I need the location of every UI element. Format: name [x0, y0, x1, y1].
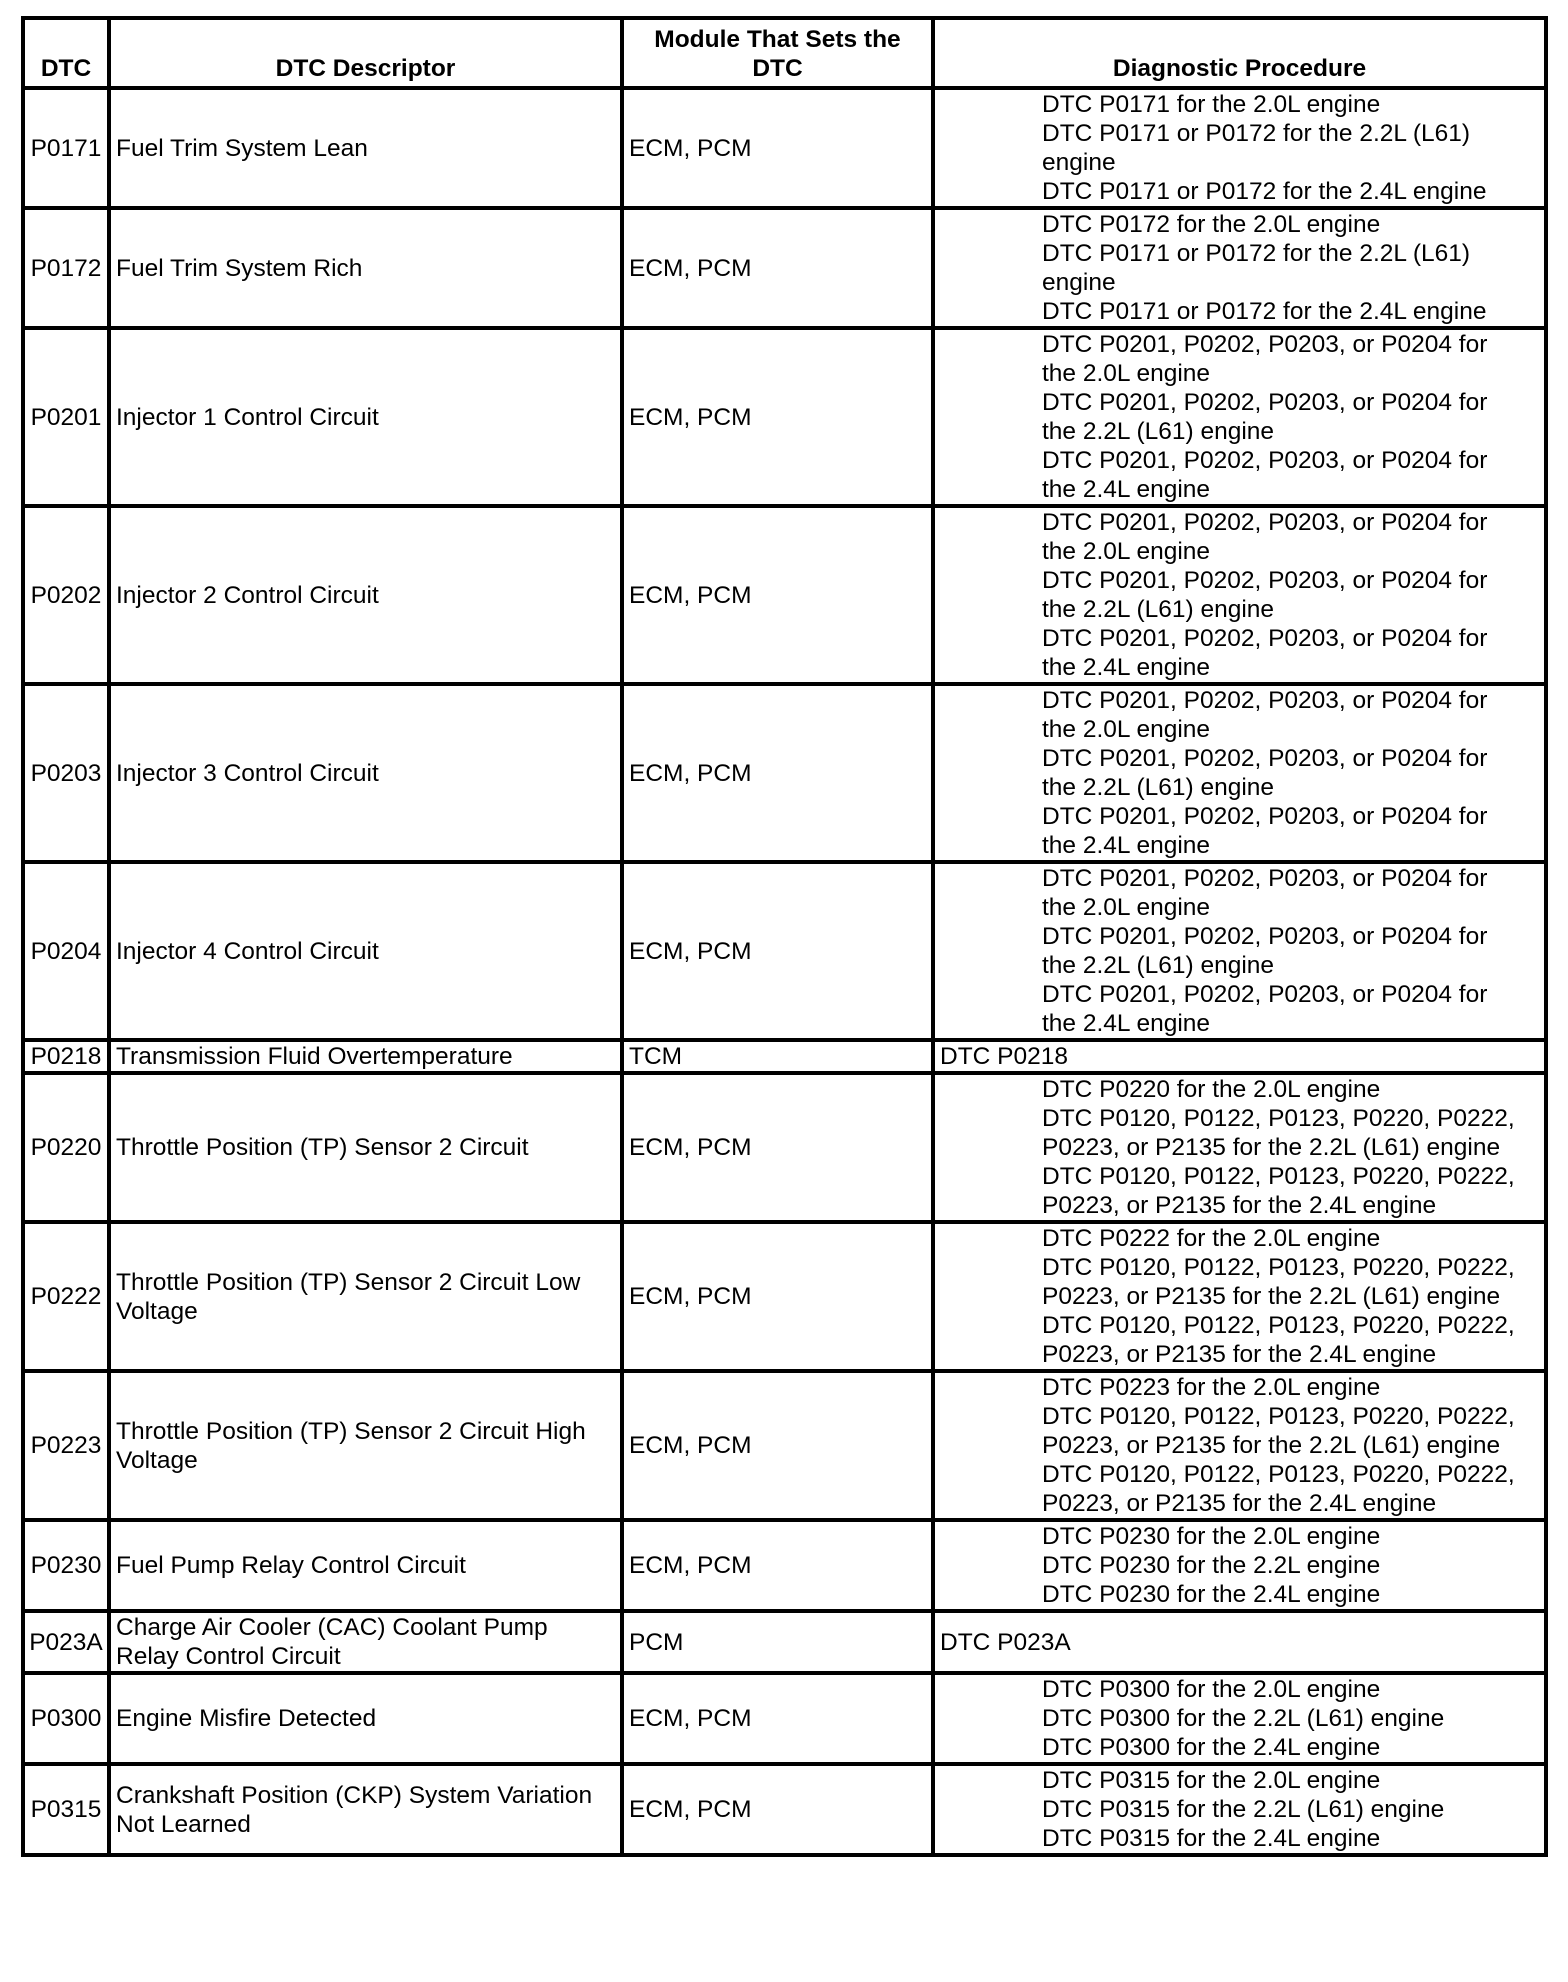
- header-dtc: DTC: [23, 18, 109, 88]
- procedure-line: the 2.2L (L61) engine: [1042, 418, 1275, 445]
- procedure-line: the 2.2L (L61) engine: [1042, 952, 1275, 979]
- procedure-line: DTC P0201, P0202, P0203, or P0204 for: [1042, 865, 1488, 892]
- dtc-code-cell: P0315: [23, 1764, 109, 1855]
- table-row: [23, 1520, 1546, 1611]
- procedure-line: DTC P0201, P0202, P0203, or P0204 for: [1042, 687, 1488, 714]
- procedure-line: DTC P0315 for the 2.0L engine: [1042, 1767, 1381, 1794]
- dtc-code-cell: P0203: [23, 684, 109, 862]
- procedure-line: DTC P0120, P0122, P0123, P0220, P0222,: [1042, 1461, 1515, 1488]
- diagnostic-procedure-cell: [933, 684, 1546, 862]
- procedure-line: engine: [1042, 269, 1116, 296]
- dtc-code-cell: P0171: [23, 88, 109, 208]
- procedure-line: the 2.0L engine: [1042, 538, 1211, 565]
- dtc-descriptor-cell: Injector 2 Control Circuit: [109, 506, 622, 684]
- procedure-line: the 2.4L engine: [1042, 476, 1211, 503]
- procedure-line: DTC P0172 for the 2.0L engine: [1042, 211, 1381, 238]
- diagnostic-procedure-cell: [933, 506, 1546, 684]
- procedure-line: the 2.4L engine: [1042, 1010, 1211, 1037]
- procedure-line: DTC P0171 or P0172 for the 2.2L (L61): [1042, 240, 1471, 267]
- dtc-descriptor-cell: Injector 3 Control Circuit: [109, 684, 622, 862]
- dtc-descriptor-cell: Charge Air Cooler (CAC) Coolant Pump Relay Control Circuit: [109, 1611, 622, 1673]
- diagnostic-procedure-cell: [933, 862, 1546, 1040]
- procedure-line: DTC P0201, P0202, P0203, or P0204 for: [1042, 981, 1488, 1008]
- procedure-lines: [1042, 1224, 1539, 1369]
- procedure-lines: [1042, 1766, 1539, 1853]
- procedure-lines: [1042, 1373, 1539, 1518]
- dtc-descriptor-cell: Crankshaft Position (CKP) System Variation Not Learned: [109, 1764, 622, 1855]
- procedure-line: the 2.4L engine: [1042, 832, 1211, 859]
- dtc-descriptor-cell: Fuel Pump Relay Control Circuit: [109, 1520, 622, 1611]
- dtc-code-cell: P0201: [23, 328, 109, 506]
- diagnostic-procedure-cell: [933, 1371, 1546, 1520]
- procedure-line: the 2.0L engine: [1042, 360, 1211, 387]
- procedure-line: P0223, or P2135 for the 2.2L (L61) engine: [1042, 1134, 1501, 1161]
- procedure-lines: [1042, 508, 1539, 682]
- dtc-descriptor-cell: Transmission Fluid Overtemperature: [109, 1040, 622, 1073]
- procedure-line: the 2.0L engine: [1042, 716, 1211, 743]
- procedure-lines: [1042, 90, 1539, 206]
- dtc-code-cell: P0222: [23, 1222, 109, 1371]
- procedure-line: DTC P0120, P0122, P0123, P0220, P0222,: [1042, 1403, 1515, 1430]
- dtc-code-cell: P0220: [23, 1073, 109, 1222]
- procedure-line: DTC P0201, P0202, P0203, or P0204 for: [1042, 389, 1488, 416]
- procedure-lines: [1042, 864, 1539, 1038]
- procedure-line: DTC P0171 or P0172 for the 2.4L engine: [1042, 178, 1487, 205]
- module-cell: ECM, PCM: [622, 328, 933, 506]
- header-diagnostic-procedure: Diagnostic Procedure: [933, 18, 1546, 88]
- procedure-line: DTC P0201, P0202, P0203, or P0204 for: [1042, 331, 1488, 358]
- table-row: [23, 862, 1546, 1040]
- diagnostic-procedure-cell: [933, 328, 1546, 506]
- module-cell: ECM, PCM: [622, 1673, 933, 1764]
- module-cell: ECM, PCM: [622, 1764, 933, 1855]
- module-cell: ECM, PCM: [622, 1073, 933, 1222]
- procedure-lines: [1042, 1675, 1539, 1762]
- procedure-line: P0223, or P2135 for the 2.4L engine: [1042, 1490, 1437, 1517]
- procedure-line: DTC P0201, P0202, P0203, or P0204 for: [1042, 745, 1488, 772]
- procedure-line: DTC P0201, P0202, P0203, or P0204 for: [1042, 923, 1488, 950]
- procedure-line: DTC P0300 for the 2.0L engine: [1042, 1676, 1381, 1703]
- procedure-line: DTC P0201, P0202, P0203, or P0204 for: [1042, 567, 1488, 594]
- procedure-line: DTC P0120, P0122, P0123, P0220, P0222,: [1042, 1163, 1515, 1190]
- procedure-line: the 2.2L (L61) engine: [1042, 596, 1275, 623]
- procedure-line: DTC P0120, P0122, P0123, P0220, P0222,: [1042, 1254, 1515, 1281]
- diagnostic-procedure-cell: [933, 1040, 1546, 1073]
- dtc-code-cell: P023A: [23, 1611, 109, 1673]
- procedure-line: P0223, or P2135 for the 2.2L (L61) engine: [1042, 1432, 1501, 1459]
- module-cell: ECM, PCM: [622, 1222, 933, 1371]
- procedure-line: DTC P0201, P0202, P0203, or P0204 for: [1042, 803, 1488, 830]
- procedure-line: DTC P0230 for the 2.4L engine: [1042, 1581, 1381, 1608]
- procedure-line: P0223, or P2135 for the 2.2L (L61) engine: [1042, 1283, 1501, 1310]
- procedure-line: P0223, or P2135 for the 2.4L engine: [1042, 1341, 1437, 1368]
- table-row: [23, 1073, 1546, 1222]
- module-cell: ECM, PCM: [622, 862, 933, 1040]
- table-row: [23, 1611, 1546, 1673]
- dtc-descriptor-cell: Engine Misfire Detected: [109, 1673, 622, 1764]
- table-row: [23, 1764, 1546, 1855]
- module-cell: ECM, PCM: [622, 208, 933, 328]
- dtc-code-cell: P0218: [23, 1040, 109, 1073]
- diagnostic-procedure-cell: [933, 1073, 1546, 1222]
- procedure-line: the 2.0L engine: [1042, 894, 1211, 921]
- dtc-code-cell: P0172: [23, 208, 109, 328]
- diagnostic-procedure-cell: [933, 1611, 1546, 1673]
- procedure-lines: [940, 1628, 1539, 1657]
- table-row: [23, 1040, 1546, 1073]
- procedure-line: DTC P023A: [940, 1628, 1071, 1656]
- module-cell: TCM: [622, 1040, 933, 1073]
- document-page: [21, 16, 1548, 1857]
- procedure-lines: [1042, 1075, 1539, 1220]
- module-cell: ECM, PCM: [622, 1520, 933, 1611]
- procedure-line: DTC P0315 for the 2.2L (L61) engine: [1042, 1796, 1445, 1823]
- table-row: [23, 328, 1546, 506]
- procedure-line: DTC P0171 for the 2.0L engine: [1042, 91, 1381, 118]
- procedure-line: DTC P0230 for the 2.2L engine: [1042, 1552, 1381, 1579]
- table-row: [23, 1222, 1546, 1371]
- diagnostic-procedure-cell: [933, 88, 1546, 208]
- header-module: Module That Sets the DTC: [622, 18, 933, 88]
- procedure-line: DTC P0218: [940, 1043, 1069, 1070]
- procedure-line: the 2.2L (L61) engine: [1042, 774, 1275, 801]
- table-row: [23, 1371, 1546, 1520]
- procedure-line: DTC P0171 or P0172 for the 2.2L (L61): [1042, 120, 1471, 147]
- diagnostic-procedure-cell: [933, 1764, 1546, 1855]
- procedure-lines: [1042, 1522, 1539, 1609]
- table-row: [23, 1673, 1546, 1764]
- procedure-line: DTC P0230 for the 2.0L engine: [1042, 1523, 1381, 1550]
- dtc-descriptor-cell: Throttle Position (TP) Sensor 2 Circuit Low Voltage: [109, 1222, 622, 1371]
- table-row: [23, 208, 1546, 328]
- procedure-lines: [1042, 210, 1539, 326]
- procedure-line: DTC P0120, P0122, P0123, P0220, P0222,: [1042, 1312, 1515, 1339]
- procedure-line: DTC P0120, P0122, P0123, P0220, P0222,: [1042, 1105, 1515, 1132]
- dtc-descriptor-cell: Throttle Position (TP) Sensor 2 Circuit High Voltage: [109, 1371, 622, 1520]
- dtc-descriptor-cell: Throttle Position (TP) Sensor 2 Circuit: [109, 1073, 622, 1222]
- dtc-code-cell: P0223: [23, 1371, 109, 1520]
- diagnostic-procedure-cell: [933, 1673, 1546, 1764]
- procedure-lines: [1042, 330, 1539, 504]
- module-cell: ECM, PCM: [622, 88, 933, 208]
- module-cell: ECM, PCM: [622, 684, 933, 862]
- procedure-line: DTC P0201, P0202, P0203, or P0204 for: [1042, 625, 1488, 652]
- dtc-code-cell: P0202: [23, 506, 109, 684]
- procedure-line: DTC P0171 or P0172 for the 2.4L engine: [1042, 298, 1487, 325]
- procedure-lines: [1042, 686, 1539, 860]
- dtc-code-cell: P0204: [23, 862, 109, 1040]
- dtc-descriptor-cell: Fuel Trim System Rich: [109, 208, 622, 328]
- table-body: [23, 88, 1546, 1855]
- diagnostic-procedure-cell: [933, 208, 1546, 328]
- procedure-line: DTC P0300 for the 2.2L (L61) engine: [1042, 1705, 1445, 1732]
- table-header-row: [23, 18, 1546, 88]
- module-cell: ECM, PCM: [622, 506, 933, 684]
- procedure-line: engine: [1042, 149, 1116, 176]
- diagnostic-procedure-cell: [933, 1222, 1546, 1371]
- procedure-line: DTC P0300 for the 2.4L engine: [1042, 1734, 1381, 1761]
- procedure-line: DTC P0223 for the 2.0L engine: [1042, 1374, 1381, 1401]
- procedure-line: DTC P0220 for the 2.0L engine: [1042, 1076, 1381, 1103]
- table-row: [23, 506, 1546, 684]
- dtc-code-cell: P0300: [23, 1673, 109, 1764]
- module-cell: ECM, PCM: [622, 1371, 933, 1520]
- procedure-line: DTC P0315 for the 2.4L engine: [1042, 1825, 1381, 1852]
- diagnostic-procedure-cell: [933, 1520, 1546, 1611]
- table-row: [23, 684, 1546, 862]
- dtc-table: [21, 16, 1548, 1857]
- procedure-line: P0223, or P2135 for the 2.4L engine: [1042, 1192, 1437, 1219]
- dtc-descriptor-cell: Injector 1 Control Circuit: [109, 328, 622, 506]
- header-dtc-descriptor: DTC Descriptor: [109, 18, 622, 88]
- table-row: [23, 88, 1546, 208]
- module-cell: PCM: [622, 1611, 933, 1673]
- procedure-line: DTC P0222 for the 2.0L engine: [1042, 1225, 1381, 1252]
- procedure-line: the 2.4L engine: [1042, 654, 1211, 681]
- dtc-code-cell: P0230: [23, 1520, 109, 1611]
- procedure-line: DTC P0201, P0202, P0203, or P0204 for: [1042, 509, 1488, 536]
- procedure-lines: [940, 1042, 1539, 1071]
- procedure-line: DTC P0201, P0202, P0203, or P0204 for: [1042, 447, 1488, 474]
- dtc-descriptor-cell: Fuel Trim System Lean: [109, 88, 622, 208]
- dtc-descriptor-cell: Injector 4 Control Circuit: [109, 862, 622, 1040]
